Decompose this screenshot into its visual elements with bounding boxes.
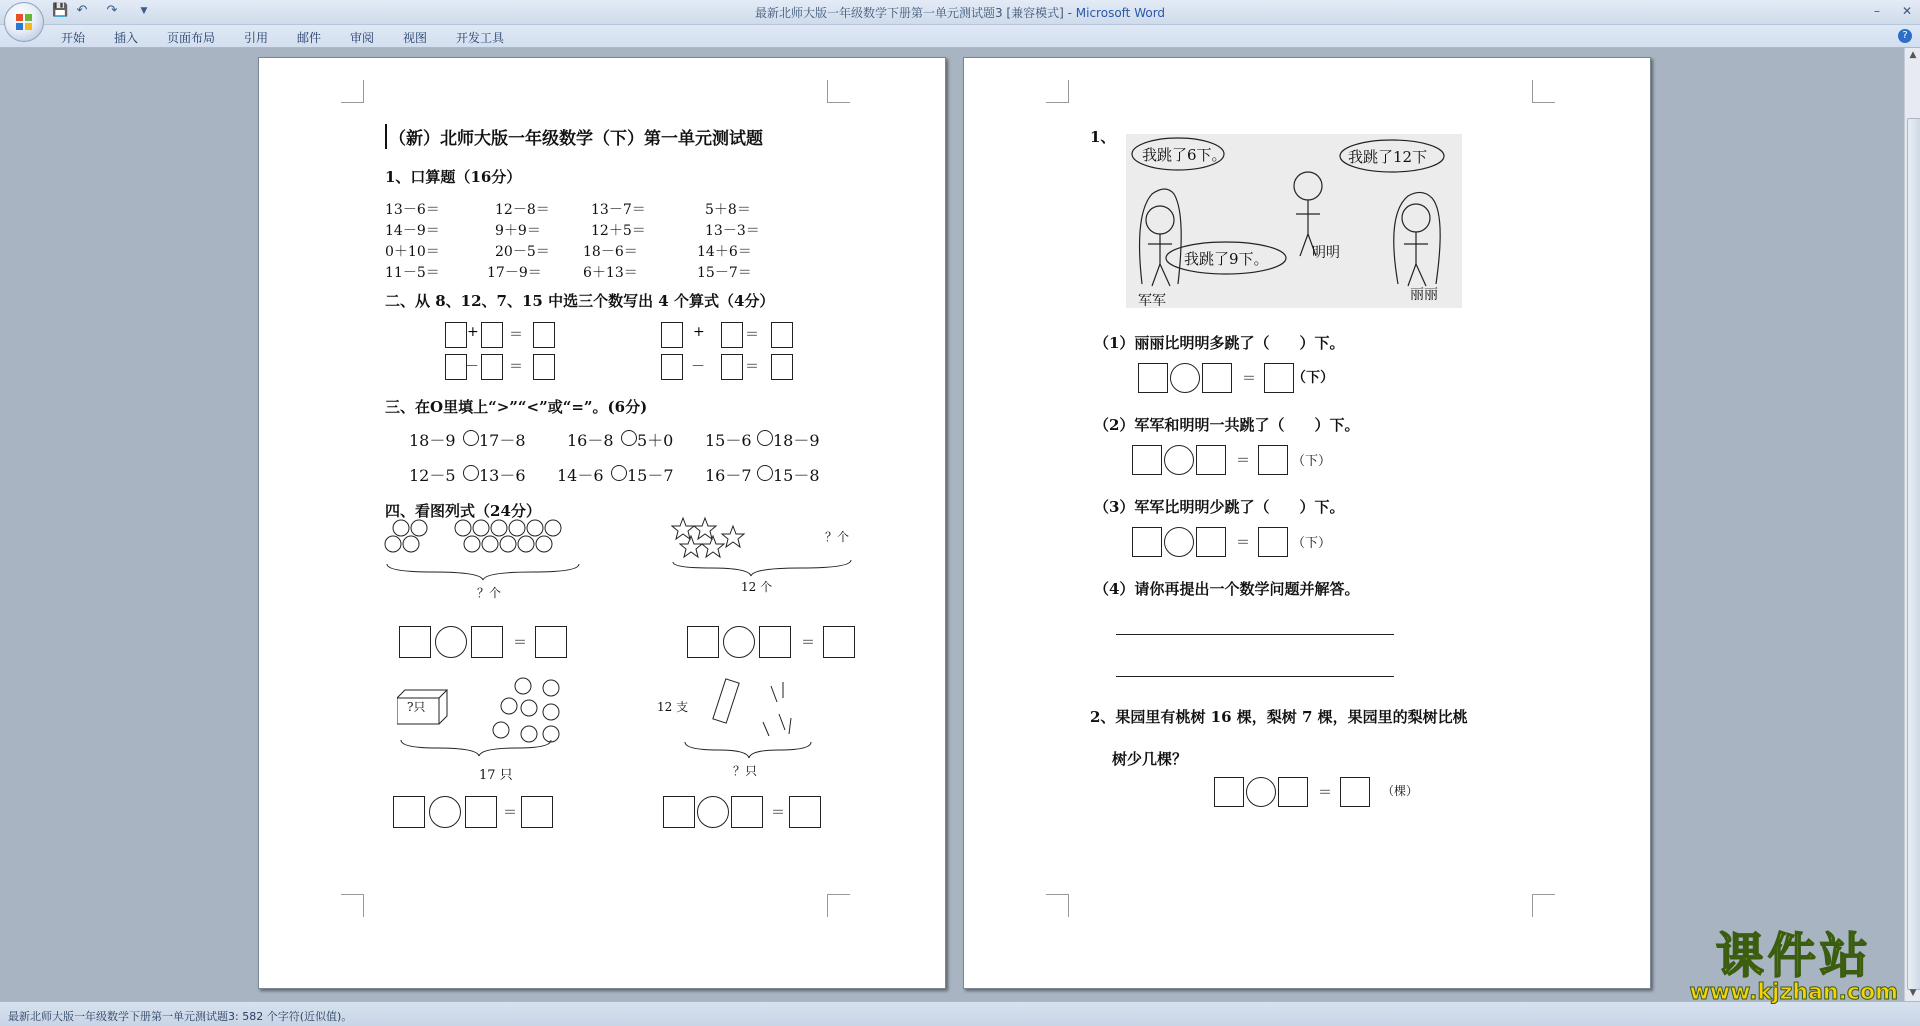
answer-box[interactable]	[1214, 777, 1244, 807]
watermark	[1689, 928, 1898, 1005]
crop-mark	[1532, 80, 1555, 103]
undo-icon[interactable]: ↶	[76, 3, 88, 18]
speech-bubble-text: 我跳了12下	[1348, 148, 1428, 166]
answer-line[interactable]	[1116, 634, 1394, 635]
answer-box[interactable]	[533, 322, 555, 348]
answer-box[interactable]	[663, 796, 695, 828]
minus-sign: －	[465, 359, 479, 375]
oral-item: 5＋8＝	[705, 202, 751, 218]
compare-right: 15－7	[627, 466, 674, 485]
app-name: Microsoft Word	[1075, 6, 1166, 20]
section-1-heading: 1、口算题（16分）	[385, 168, 522, 186]
answer-box[interactable]	[687, 626, 719, 658]
compare-left: 14－6	[557, 466, 604, 485]
status-text: 最新北师大版一年级数学下册第一单元测试题3: 582 个字符(近似值)。	[8, 1010, 353, 1023]
equals-sign: ＝	[1236, 453, 1250, 469]
oral-item: 12－8＝	[495, 202, 550, 218]
answer-box[interactable]	[721, 322, 743, 348]
compare-left: 12－5	[409, 466, 456, 485]
answer-box[interactable]	[1132, 527, 1162, 557]
total-count-label: 12 个	[741, 580, 773, 594]
answer-box[interactable]	[1132, 445, 1162, 475]
pens-and-shuttlecocks-picture	[679, 678, 829, 774]
question-1-label: 1、	[1090, 128, 1116, 146]
section-4-heading: 四、看图列式（24分）	[385, 502, 541, 520]
compare-right: 13－6	[479, 466, 526, 485]
compare-circle[interactable]	[621, 430, 637, 446]
customize-toolbar-icon[interactable]: ▼	[140, 6, 148, 16]
answer-box[interactable]	[445, 354, 467, 380]
equals-sign: ＝	[1242, 371, 1256, 387]
compare-circle[interactable]	[463, 465, 479, 481]
crop-mark	[341, 894, 364, 917]
unit-label: （棵）	[1382, 784, 1419, 798]
oral-item: 0＋10＝	[385, 244, 440, 260]
help-icon[interactable]: ?	[1898, 29, 1912, 43]
answer-box[interactable]	[823, 626, 855, 658]
child-name-label: 丽丽	[1410, 287, 1438, 303]
answer-box[interactable]	[661, 322, 683, 348]
operator-circle[interactable]	[1246, 777, 1276, 807]
answer-box[interactable]	[481, 322, 503, 348]
office-button[interactable]	[4, 2, 44, 42]
plus-sign: +	[467, 324, 479, 340]
oral-item: 20－5＝	[495, 244, 550, 260]
operator-circle[interactable]	[697, 796, 729, 828]
answer-box[interactable]	[393, 796, 425, 828]
question-2-line-1: 2、果园里有桃树 16 棵，梨树 7 棵，果园里的梨树比桃	[1090, 708, 1468, 726]
document-name: 最新北师大版一年级数学下册第一单元测试题3 [兼容模式]	[754, 6, 1064, 20]
tab-review[interactable]: 审阅	[350, 31, 375, 45]
operator-circle[interactable]	[429, 796, 461, 828]
equals-sign: ＝	[1318, 785, 1332, 801]
unit-label: （下）	[1292, 536, 1332, 551]
oral-item: 14－9＝	[385, 223, 440, 239]
speech-bubble-text: 我跳了9下。	[1184, 250, 1269, 268]
operator-circle[interactable]	[1170, 363, 1200, 393]
answer-box[interactable]	[533, 354, 555, 380]
tab-home[interactable]: 开始	[61, 31, 86, 45]
section-3-heading: 三、在O里填上“>”“<”或“=”。(6分)	[385, 398, 648, 416]
subquestion-1: （1）丽丽比明明多跳了（ ）下。	[1094, 334, 1345, 352]
oral-item: 13－6＝	[385, 202, 440, 218]
window-title: 最新北师大版一年级数学下册第一单元测试题3 [兼容模式] - Microsoft Word	[754, 6, 1166, 20]
operator-circle[interactable]	[1164, 527, 1194, 557]
compare-right: 17－8	[479, 431, 526, 450]
title-bar	[0, 0, 1920, 25]
operator-circle[interactable]	[435, 626, 467, 658]
equals-sign: ＝	[801, 635, 815, 651]
answer-box[interactable]	[1258, 527, 1288, 557]
watermark-url: www.kjzhan.com	[1689, 980, 1898, 1005]
equals-sign: ＝	[509, 359, 523, 375]
save-icon[interactable]: 💾	[52, 3, 69, 18]
tab-mailings[interactable]: 邮件	[297, 31, 322, 45]
minimize-icon[interactable]: –	[1874, 4, 1880, 18]
answer-box[interactable]	[1278, 777, 1308, 807]
compare-left: 16－8	[567, 431, 614, 450]
section-2-heading: 二、从 8、12、7、15 中选三个数写出 4 个算式（4分）	[385, 292, 775, 310]
oral-item: 18－6＝	[583, 244, 638, 260]
box-label: ?只	[407, 700, 426, 714]
oral-item: 13－3＝	[705, 223, 760, 239]
child-name-label: 明明	[1312, 245, 1340, 261]
unit-label: （下）	[1292, 454, 1332, 469]
question-count-label: ？个	[825, 530, 850, 544]
question-2-line-2: 树少几棵？	[1112, 750, 1188, 768]
question-count-label: ？只	[733, 764, 758, 778]
unit-label: （下）	[1292, 370, 1334, 386]
answer-box[interactable]	[1340, 777, 1370, 807]
ribbon-tabs	[0, 25, 1920, 48]
equals-sign: ＝	[771, 805, 785, 821]
answer-box[interactable]	[1258, 445, 1288, 475]
equals-sign: ＝	[503, 805, 517, 821]
answer-box[interactable]	[445, 322, 467, 348]
operator-circle[interactable]	[1164, 445, 1194, 475]
minus-sign: －	[691, 359, 705, 375]
child-name-label: 军军	[1138, 293, 1166, 309]
equals-sign: ＝	[1236, 535, 1250, 551]
tab-references[interactable]: 引用	[244, 31, 269, 45]
compare-left: 18－9	[409, 431, 456, 450]
tab-view[interactable]: 视图	[403, 31, 428, 45]
equals-sign: ＝	[513, 635, 527, 651]
equals-sign: ＝	[509, 327, 523, 343]
answer-box[interactable]	[1138, 363, 1168, 393]
status-bar	[0, 1001, 1920, 1026]
tab-page-layout[interactable]: 页面布局	[167, 31, 216, 45]
answer-box[interactable]	[759, 626, 791, 658]
compare-left: 16－7	[705, 466, 752, 485]
answer-box[interactable]	[771, 354, 793, 380]
oral-item: 13－7＝	[591, 202, 646, 218]
answer-box[interactable]	[721, 354, 743, 380]
subquestion-3: （3）军军比明明少跳了（ ）下。	[1094, 498, 1345, 516]
tab-developer[interactable]: 开发工具	[456, 31, 505, 45]
question-count-label: ？个	[477, 586, 502, 600]
oral-item: 12＋5＝	[591, 223, 646, 239]
compare-left: 15－6	[705, 431, 752, 450]
answer-box[interactable]	[771, 322, 793, 348]
compare-right: 5＋0	[637, 431, 674, 450]
compare-circle[interactable]	[611, 465, 627, 481]
operator-circle[interactable]	[723, 626, 755, 658]
oral-item: 17－9＝	[487, 265, 542, 281]
answer-line[interactable]	[1116, 676, 1394, 677]
scroll-up-icon[interactable]: ▲	[1909, 50, 1917, 60]
equals-sign: ＝	[745, 359, 759, 375]
answer-box[interactable]	[535, 626, 567, 658]
page-title: （新）北师大版一年级数学（下）第一单元测试题	[385, 124, 763, 149]
oral-item: 15－7＝	[697, 265, 752, 281]
document-area	[0, 48, 1904, 1001]
answer-box[interactable]	[521, 796, 553, 828]
answer-box[interactable]	[1202, 363, 1232, 393]
page-1[interactable]	[258, 57, 946, 989]
plus-sign: +	[693, 324, 705, 340]
office-logo-icon	[15, 13, 33, 31]
compare-circle[interactable]	[463, 430, 479, 446]
oral-item: 9＋9＝	[495, 223, 541, 239]
watermark-name: 课件站	[1715, 928, 1872, 984]
subquestion-4: （4）请你再提出一个数学问题并解答。	[1094, 580, 1360, 598]
answer-box[interactable]	[465, 796, 497, 828]
compare-right: 18－9	[773, 431, 820, 450]
smiley-faces-picture	[383, 518, 583, 584]
equals-sign: ＝	[745, 327, 759, 343]
speech-bubble-text: 我跳了6下。	[1142, 146, 1227, 164]
answer-box[interactable]	[1196, 445, 1226, 475]
answer-box[interactable]	[1264, 363, 1294, 393]
crop-mark	[827, 80, 850, 103]
crop-mark	[1046, 894, 1069, 917]
crop-mark	[827, 894, 850, 917]
answer-box[interactable]	[661, 354, 683, 380]
crop-mark	[1532, 894, 1555, 917]
tab-insert[interactable]: 插入	[114, 31, 139, 45]
pens-label: 12 支	[657, 700, 689, 714]
answer-box[interactable]	[481, 354, 503, 380]
compare-right: 15－8	[773, 466, 820, 485]
answer-box[interactable]	[399, 626, 431, 658]
redo-icon[interactable]: ↷	[106, 3, 118, 18]
page-2[interactable]	[963, 57, 1651, 989]
scroll-down-icon[interactable]: ▼	[1909, 988, 1917, 998]
stars-picture	[671, 516, 861, 582]
answer-box[interactable]	[471, 626, 503, 658]
compare-circle[interactable]	[757, 465, 773, 481]
compare-circle[interactable]	[757, 430, 773, 446]
oral-item: 6＋13＝	[583, 265, 638, 281]
answer-box[interactable]	[731, 796, 763, 828]
oral-item: 11－5＝	[385, 265, 440, 281]
scrollbar-thumb[interactable]	[1907, 118, 1920, 990]
answer-box[interactable]	[789, 796, 821, 828]
answer-box[interactable]	[1196, 527, 1226, 557]
subquestion-2: （2）军军和明明一共跳了（ ）下。	[1094, 416, 1360, 434]
close-icon[interactable]: ✕	[1901, 4, 1913, 18]
crop-mark	[1046, 80, 1069, 103]
total-count-label: 17 只	[479, 768, 513, 783]
oral-item: 14＋6＝	[697, 244, 752, 260]
vertical-scrollbar[interactable]	[1904, 48, 1920, 1001]
crop-mark	[341, 80, 364, 103]
jump-rope-picture	[1126, 134, 1462, 308]
